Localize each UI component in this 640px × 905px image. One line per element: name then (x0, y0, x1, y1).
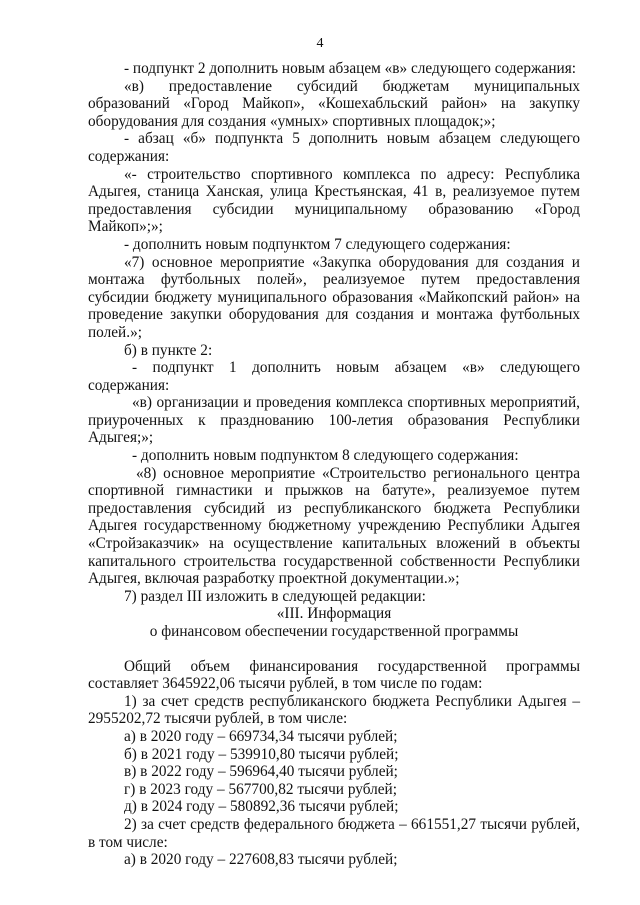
finance-year-item: а) в 2020 году – 227608,83 тысячи рублей; (124, 851, 398, 869)
paragraph: - подпункт 2 дополнить новым абзацем «в» следующего содержания: (124, 60, 576, 77)
paragraph: «8) основное мероприятие «Строительство регионального центра спортивной гимнастики и прыжков на батуте», реализуемое путем предоставления субсидий из республиканского бюджета Республики Адыгея государственному бюджетному учреждению Республики Адыгея «Стройзаказчик» на осуществление капитальных вложений в объекты капитального строительства государственной собственности Республики Адыгея, включая разработку проектной документации.»; (88, 464, 580, 588)
paragraph: - подпункт 1 дополнить новым абзацем «в» следующего содержания: (88, 359, 580, 394)
finance-year-item: б) в 2021 году – 539910,80 тысячи рублей; (124, 745, 399, 763)
paragraph: «- строительство спортивного комплекса по адресу: Республика Адыгея, станица Ханская, улица Крестьянская, 41 в, реализуемое путем предоставления субсидии муниципальному образованию «Город Майкоп»;»; (88, 165, 580, 236)
spacer (88, 641, 580, 658)
paragraph: - дополнить новым подпунктом 7 следующего содержания: (124, 235, 511, 253)
section-title: «III. Информация (276, 605, 392, 623)
finance-year-item: д) в 2024 году – 580892,36 тысячи рублей; (124, 798, 399, 816)
finance-year-item: а) в 2020 году – 669734,34 тысячи рублей; (124, 727, 398, 745)
finance-federal: 2) за счет средств федерального бюджета – 661551,27 тысячи рублей, в том числе: (88, 815, 580, 851)
finance-regional: 1) за счет средств республиканского бюджета Республики Адыгея – 2955202,72 тысячи рублей, в том числе: (88, 692, 580, 728)
paragraph: «в) организации и проведения комплекса спортивных мероприятий, приуроченных к празднованию 100-летия образования Республики Адыгея;»; (88, 394, 580, 447)
document-body (88, 60, 580, 869)
paragraph: «7) основное мероприятие «Закупка оборудования для создания и монтажа футбольных полей», реализуемое путем предоставления субсидии бюджету муниципального образования «Майкопский район» на проведение закупки оборудования для создания и монтажа футбольных полей.»; (88, 253, 580, 341)
paragraph: «в) предоставление субсидий бюджетам муниципальных образований «Город Майкоп», «Кошехабльский район» на закупку оборудования для создания «умных» спортивных площадок;»; (88, 77, 580, 130)
page-number: 4 (316, 36, 324, 51)
paragraph: - дополнить новым подпунктом 8 следующего содержания: (132, 447, 519, 465)
paragraph: - абзац «б» подпункта 5 дополнить новым абзацем следующего содержания: (88, 130, 580, 165)
finance-year-item: г) в 2023 году – 567700,82 тысячи рублей; (124, 780, 397, 798)
finance-year-item: в) в 2022 году – 596964,40 тысячи рублей; (124, 763, 398, 781)
section-subtitle: о финансовом обеспечении государственной программы (149, 623, 519, 640)
paragraph: б) в пункте 2: (124, 341, 213, 359)
paragraph: 7) раздел III изложить в следующей редакции: (124, 587, 426, 605)
finance-intro: Общий объем финансирования государственной программы составляет 3645922,06 тысячи рублей, в том числе по годам: (88, 657, 580, 693)
